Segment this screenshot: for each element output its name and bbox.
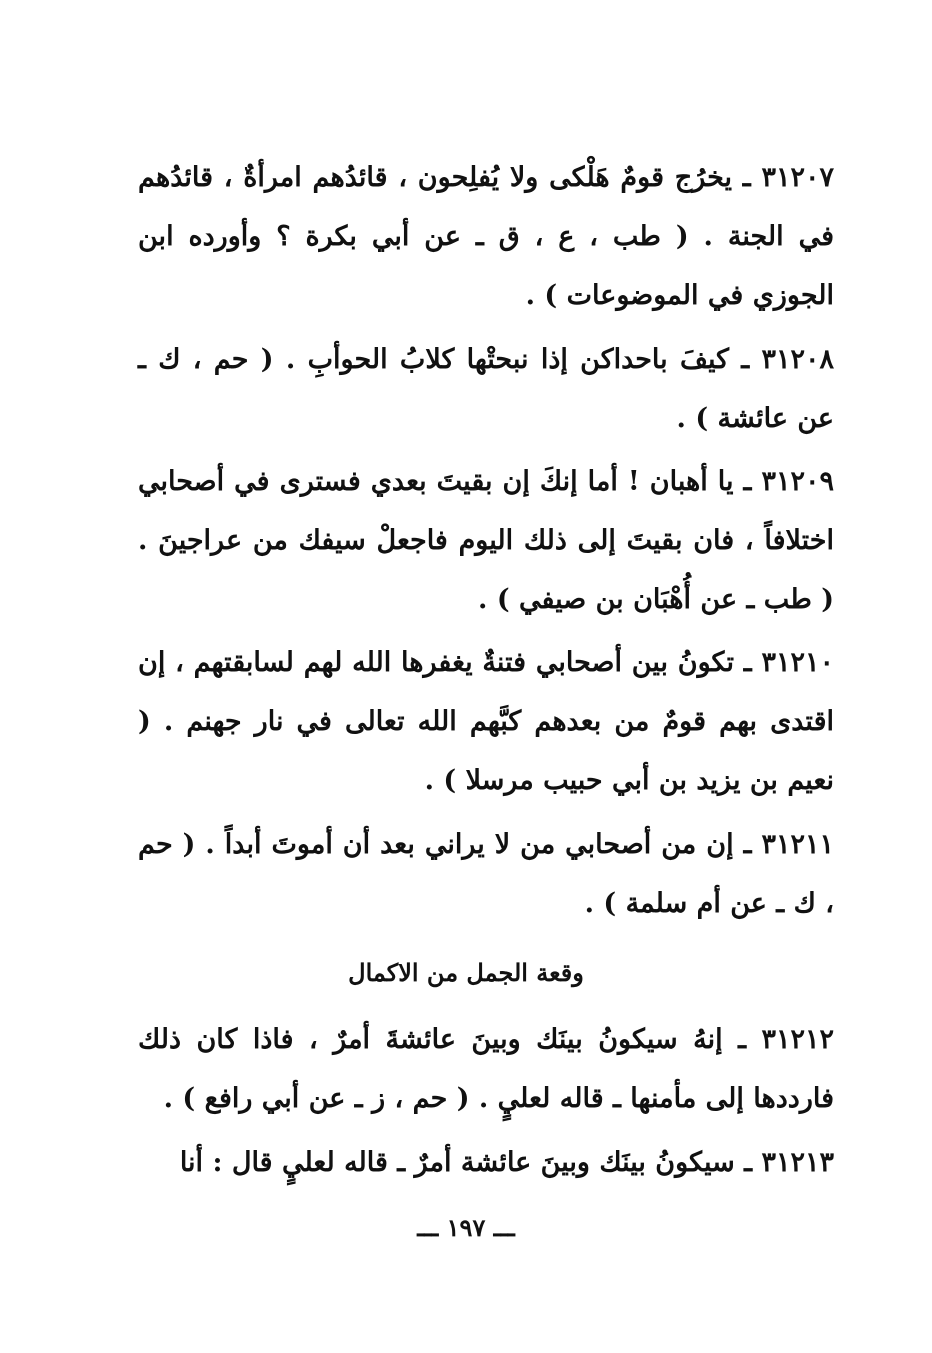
- hadith-31208: ٣١٢٠٨ ـ كيفَ باحداكن إذا نبحتْها كلابُ الحوأبِ . ( حم ، ك ـ عن عائشة ) .: [138, 344, 834, 434]
- hadith-31209: ٣١٢٠٩ ـ يا أهبان ! أما إنكَ إن بقيتَ بعدي فسترى في أصحابي اختلافاً ، فان بقيتَ إلى ذلك اليوم فاجعلْ سيفك من عراجينَ . ( طب ـ عن أُهْبَان بن صيفي ) .: [138, 466, 834, 615]
- hadith-31211: ٣١٢١١ ـ إن من أصحابي من لا يراني بعد أن أموتَ أبداً . ( حم ، ك ـ عن أم سلمة ) .: [138, 829, 834, 919]
- hadith-31210: ٣١٢١٠ ـ تكونُ بين أصحابي فتنةٌ يغفرها الله لهم لسابقتهم ، إن اقتدى بهم قومٌ من بعدهم كبَّهم الله تعالى في نار جهنم . ( نعيم بن يزيد بن أبي حبيب مرسلا ) .: [138, 647, 834, 796]
- page-number: ـــ ١٩٧ ـــ: [417, 1213, 515, 1242]
- hadith-31212: ٣١٢١٢ ـ إنهُ سيكونُ بينَك وبينَ عائشةَ أمرٌ ، فاذا كان ذلك فارددها إلى مأمنها ـ قاله لعليٍ . ( حم ، ز ـ عن أبي رافع ) .: [138, 1024, 834, 1114]
- section-heading: وقعة الجمل من الاكمال: [348, 958, 584, 987]
- hadith-31207: ٣١٢٠٧ ـ يخرُج قومٌ هَلْكى ولا يُفلِحون ، قائدُهم امرأةٌ ، قائدُهم في الجنة . ( طب ، ع ، ق ـ عن أبي بكرة ؟ وأورده ابن الجوزي في الموضوعات ) .: [138, 162, 834, 311]
- hadith-31213: ٣١٢١٣ ـ سيكونُ بينَك وبينَ عائشة أمرٌ ـ قاله لعليٍ قال : أنا: [179, 1147, 834, 1178]
